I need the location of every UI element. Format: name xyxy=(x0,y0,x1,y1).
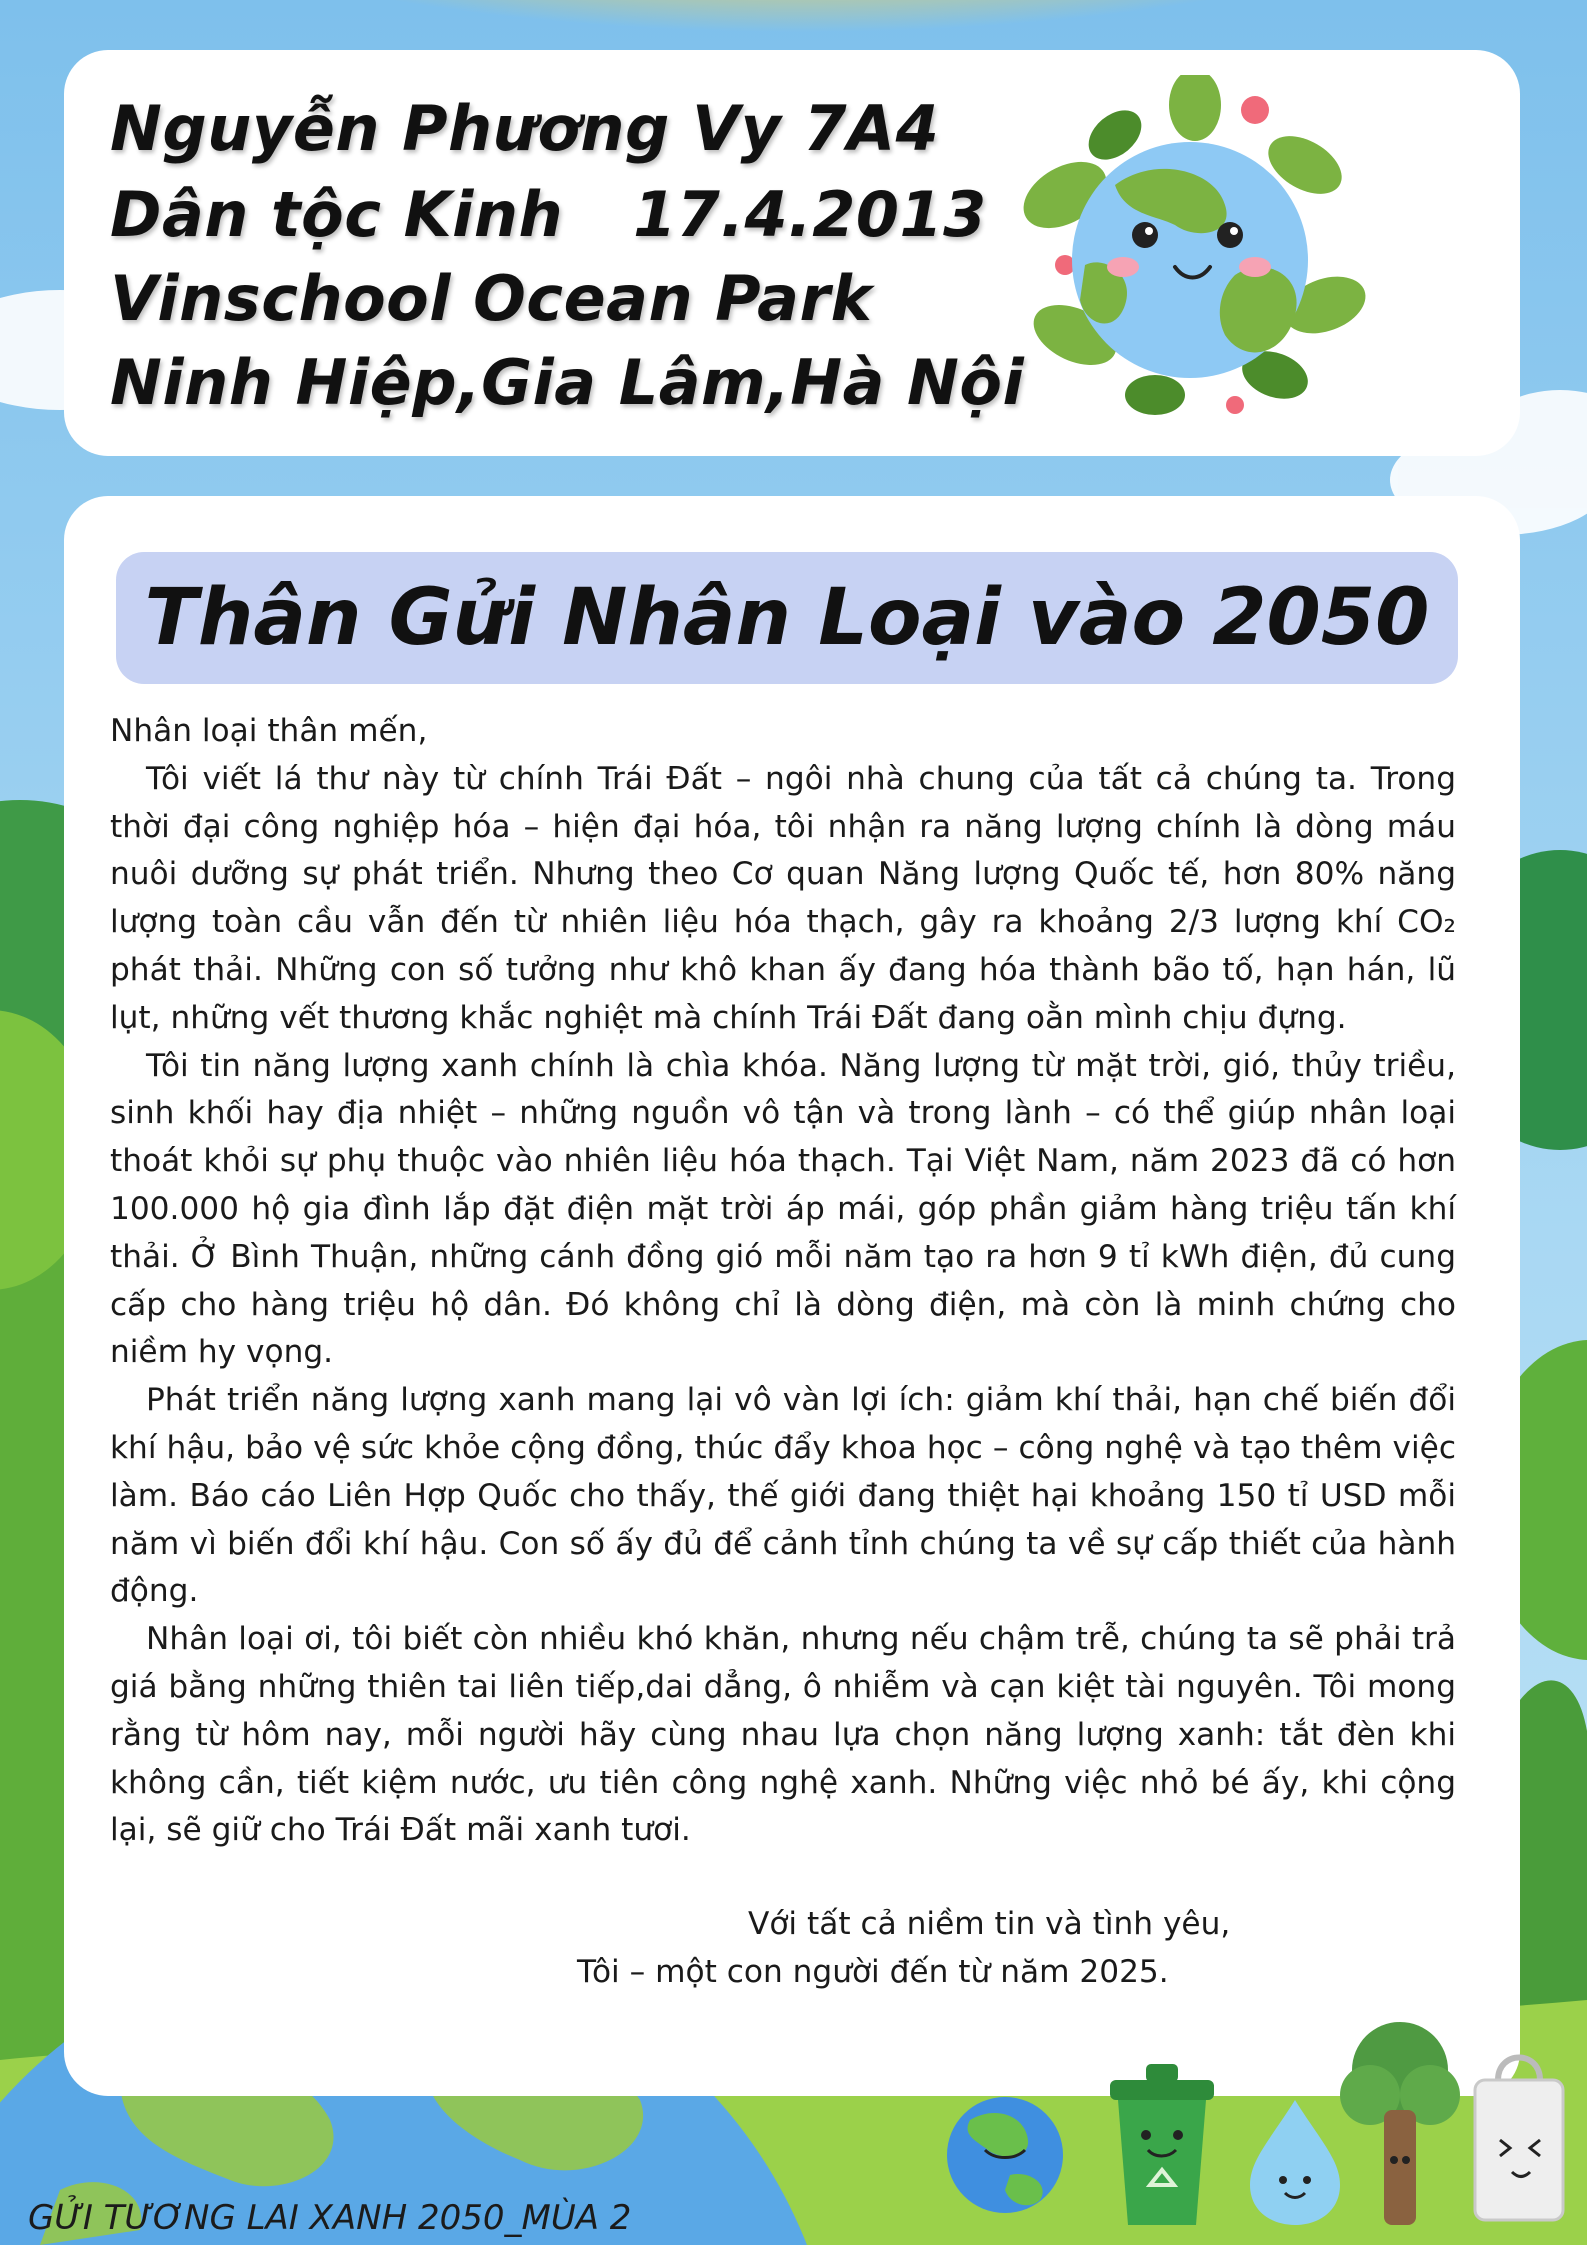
mascots-row xyxy=(900,2000,1587,2245)
student-name-class: Nguyễn Phương Vy 7A4 xyxy=(110,92,940,165)
trash-bin-mascot-icon xyxy=(1110,2064,1214,2225)
address: Ninh Hiệp,Gia Lâm,Hà Nội xyxy=(110,346,1025,419)
smiling-earth-icon xyxy=(1005,75,1375,435)
letter-paragraph-2: Tôi tin năng lượng xanh chính là chìa khóa. Năng lượng từ mặt trời, gió, thủy triều, sinh khối hay địa nhiệt – những nguồn vô tận và trong lành – có thể giúp nhân loại thoát khỏi sự phụ thuộc vào nhiên liệu hóa thạch. Tại Việt Nam, năm 2023 đã có hơn 100.000 hộ gia đình lắp đặt điện mặt trời áp mái, góp phần giảm hàng triệu tấn khí thải. Ở Bình Thuận, những cánh đồng gió mỗi năm tạo ra hơn 9 tỉ kWh điện, đủ cung cấp cho hàng triệu hộ dân. Đó không chỉ là dòng điện, mà còn là minh chứng cho niềm hy vọng. xyxy=(110,1047,1456,1371)
letter-body xyxy=(110,708,1456,1855)
letter-paragraph-4: Nhân loại ơi, tôi biết còn nhiều khó khăn, nhưng nếu chậm trễ, chúng ta sẽ phải trả giá bằng những thiên tai liên tiếp,dai dẳng, ô nhiễm và cạn kiệt tài nguyên. Tôi mong rằng từ hôm nay, mỗi người hãy cùng nhau lựa chọn năng lượng xanh: tắt đèn khi không cần, tiết kiệm nước, ưu tiên công nghệ xanh. Những việc nhỏ bé ấy, khi cộng lại, sẽ giữ cho Trái Đất mãi xanh tươi. xyxy=(110,1621,1456,1849)
school-name: Vinschool Ocean Park xyxy=(110,262,873,335)
letter-greeting: Nhân loại thân mến, xyxy=(110,713,428,749)
water-drop-mascot-icon xyxy=(1250,2100,1340,2225)
letter-signature: Tôi – một con người đến từ năm 2025. xyxy=(577,1954,1169,1990)
tree-mascot-icon xyxy=(1340,2022,1460,2225)
footer-campaign-label: GỬI TƯƠNG LAI XANH 2050_MÙA 2 xyxy=(28,2198,632,2238)
letter-paragraph-3: Phát triển năng lượng xanh mang lại vô vàn lợi ích: giảm khí thải, hạn chế biến đổi khí hậu, bảo vệ sức khỏe cộng đồng, thúc đẩy khoa học – công nghệ và tạo thêm việc làm. Báo cáo Liên Hợp Quốc cho thấy, thế giới đang thiệt hại khoảng 150 tỉ USD mỗi năm vì biến đổi khí hậu. Con số ấy đủ để cảnh tỉnh chúng ta về sự cấp thiết của hành động. xyxy=(110,1382,1456,1610)
ethnicity-birthdate-line xyxy=(110,178,987,251)
tote-bag-mascot-icon xyxy=(1475,2058,1563,2221)
letter-title: Thân Gửi Nhân Loại vào 2050 xyxy=(144,573,1430,663)
birthdate: 17.4.2013 xyxy=(633,178,987,251)
letter-closing: Với tất cả niềm tin và tình yêu, xyxy=(748,1906,1231,1942)
ethnicity: Dân tộc Kinh xyxy=(110,178,564,251)
letter-title-box xyxy=(116,552,1458,684)
letter-paragraph-1: Tôi viết lá thư này từ chính Trái Đất – ngôi nhà chung của tất cả chúng ta. Trong thời đại công nghiệp hóa – hiện đại hóa, tôi nhận ra năng lượng chính là dòng máu nuôi dưỡng sự phát triển. Nhưng theo Cơ quan Năng lượng Quốc tế, hơn 80% năng lượng toàn cầu vẫn đến từ nhiên liệu hóa thạch, gây ra khoảng 2/3 lượng khí CO₂ phát thải. Những con số tưởng như khô khan ấy đang hóa thành bão tố, hạn hán, lũ lụt, những vết thương khắc nghiệt mà chính Trái Đất đang oằn mình chịu đựng. xyxy=(110,760,1456,1036)
earth-mascot-icon xyxy=(947,2097,1063,2213)
